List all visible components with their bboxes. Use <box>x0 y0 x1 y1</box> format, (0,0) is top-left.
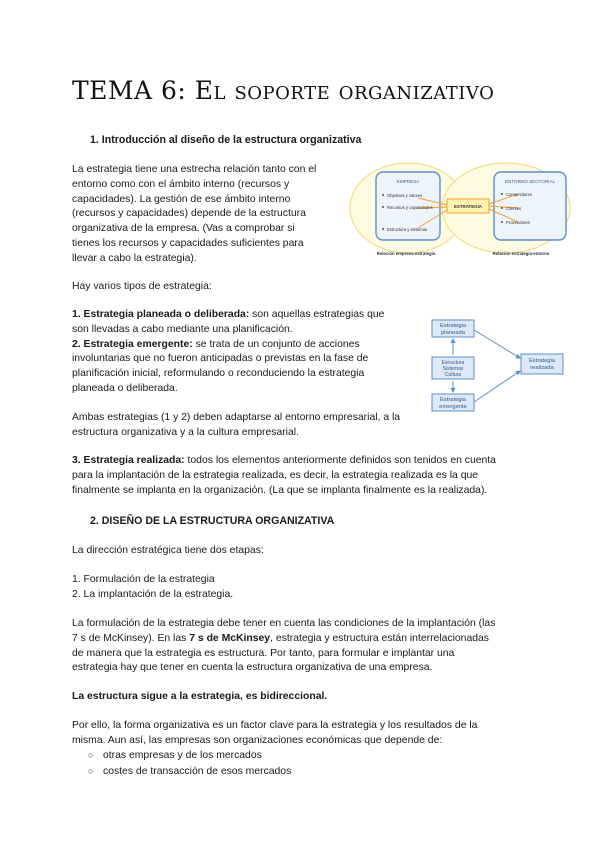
list-item-text: costes de transacción de esos mercados <box>103 765 292 777</box>
text-span: todos los elementos anteriormente definidos son tenidos en cuenta <box>184 455 496 466</box>
text-span: son aquellas estrategias que <box>249 309 385 320</box>
emergente-label: Estrategia <box>439 397 467 403</box>
entorno-item: Proveedores <box>506 220 530 225</box>
text-line: (recursos y capacidades) depende de la estructura <box>72 208 306 220</box>
dependency-list <box>88 748 291 780</box>
text-line: son llevadas a cabo mediante una planificación. <box>72 323 293 335</box>
stages-intro: La dirección estratégica tiene dos etapas: <box>72 545 264 556</box>
text-line: para la implantación de la estrategia realizada, es decir, la estrategia realizada es la que <box>72 469 479 481</box>
text-line <box>72 454 532 469</box>
section-1-heading: 1. Introducción al diseño de la estructura organizativa <box>90 134 362 146</box>
text-line: planeada o deliberada. <box>72 382 178 394</box>
text-line: finalmente se implanta en la organización. (La que se implanta finalmente es la realizada). <box>72 484 488 496</box>
text-line: planificación inicial, reformulando o reconduciendo la estrategia <box>72 368 365 380</box>
estructura-label: Sistemas <box>442 366 464 372</box>
arrow-planeada-realizada <box>474 330 520 358</box>
list-item <box>88 748 291 764</box>
strategy-types-paragraph <box>72 308 417 397</box>
list-item: 1. Formulación de la estrategia <box>72 574 215 585</box>
text-line: estrategia hay que tener en cuenta la estructura organizativa de una empresa. <box>72 662 433 674</box>
page-title: TEMA 6: El soporte organizativo <box>72 76 495 105</box>
realizada-box <box>521 354 563 374</box>
intro-paragraph <box>72 163 347 267</box>
text-line: Por ello, la forma organizativa es un factor clave para la estrategia y los resultados de la <box>72 720 478 731</box>
text-line: capacidades). La gestión de ese ámbito interno <box>72 193 291 205</box>
caption-right: Relación estrategia-entorno <box>492 251 550 256</box>
bullet-dot <box>382 228 384 230</box>
types-intro: Hay varios tipos de estrategia: <box>72 281 212 292</box>
empresa-item: Estructura y sistemas <box>387 227 428 232</box>
bullet-dot <box>501 221 503 223</box>
entorno-item: Clientes <box>506 206 522 211</box>
text-line <box>72 632 542 647</box>
text-line: tienes los recursos y capacidades suficientes para <box>72 237 304 249</box>
entorno-item: Competidores <box>506 192 533 197</box>
bold-term: 1. Estrategia planeada o deliberada: <box>72 309 250 320</box>
bullet-dot <box>501 207 503 209</box>
stages-list <box>72 573 233 603</box>
estructura-label: Estructura <box>441 360 465 366</box>
text-line: de manera que la estrategia es estructura. Por tanto, para formular e implantar una <box>72 647 455 659</box>
list-item-text: otras empresas y de los mercados <box>103 750 262 761</box>
list-item: 2. La implantación de la estrategia. <box>72 588 234 600</box>
mckinsey-paragraph <box>72 617 542 676</box>
planeada-label: planeada <box>441 330 465 336</box>
planeada-label: Estrategia <box>439 323 467 329</box>
text-line: misma. Aun así, las empresas son organizaciones económicas que depende de: <box>72 734 443 746</box>
empresa-item: Recursos y capacidades <box>387 205 433 210</box>
strategy-flow-diagram <box>426 316 576 416</box>
text-line <box>72 338 417 353</box>
text-span: 7 s de McKinsey). En las <box>72 632 190 644</box>
caption-left: Relación empresa-estrategia <box>376 251 436 256</box>
bullet-dot <box>382 194 384 196</box>
text-line: organizativa de la empresa. (Vas a comprobar si <box>72 223 295 235</box>
estructura-label: Cultura <box>444 372 462 378</box>
bullet-dot <box>501 193 503 195</box>
list-item <box>88 764 291 780</box>
text-line: estructura organizativa y a la cultura empresarial. <box>72 426 299 438</box>
organizational-form-paragraph <box>72 719 542 749</box>
empresa-title: EMPRESA <box>396 179 420 184</box>
text-span: se trata de un conjunto de acciones <box>192 338 360 350</box>
entorno-title: ENTORNO SECTORIAL <box>504 179 556 184</box>
both-strategies-paragraph <box>72 411 432 441</box>
strategy-relationship-diagram <box>346 160 578 260</box>
arrow-emergente-realizada <box>474 371 520 402</box>
bullet-dot <box>382 206 384 208</box>
bold-term: 3. Estrategia realizada: <box>72 455 185 466</box>
text-line: involuntarias que no fueron anticipadas o previstas en la fase de <box>72 353 369 365</box>
circle-bullet-icon: ○ <box>88 765 94 776</box>
text-line: La formulación de la estrategia debe tener en cuenta las condiciones de la implantación (las <box>72 618 496 629</box>
bold-statement: La estructura sigue a la estrategia, es bidireccional. <box>72 691 328 702</box>
emergente-label: emergente <box>439 404 467 410</box>
text-span: , estrategia y estructura están interrelacionadas <box>270 632 489 644</box>
realizada-paragraph <box>72 454 532 498</box>
realizada-label: realizada <box>530 365 554 371</box>
text-line: Ambas estrategias (1 y 2) deben adaptarse al entorno empresarial, a la <box>72 412 401 423</box>
estrategia-label: ESTRATEGIA <box>454 204 482 209</box>
circle-bullet-icon: ○ <box>88 750 94 760</box>
bold-term: 7 s de McKinsey <box>189 632 271 644</box>
text-line: La estrategia tiene una estrecha relación tanto con el <box>72 164 317 175</box>
empresa-item: Objetivos y valores <box>387 193 423 198</box>
text-line <box>72 308 417 323</box>
text-line: entorno como con el ámbito interno (recursos y <box>72 178 290 190</box>
section-2-heading: 2. DISEÑO DE LA ESTRUCTURA ORGANIZATIVA <box>90 515 335 527</box>
realizada-label: Estrategia <box>528 358 556 364</box>
bold-term: 2. Estrategia emergente: <box>72 338 193 350</box>
text-line: llevar a cabo la estrategia). <box>72 252 197 264</box>
